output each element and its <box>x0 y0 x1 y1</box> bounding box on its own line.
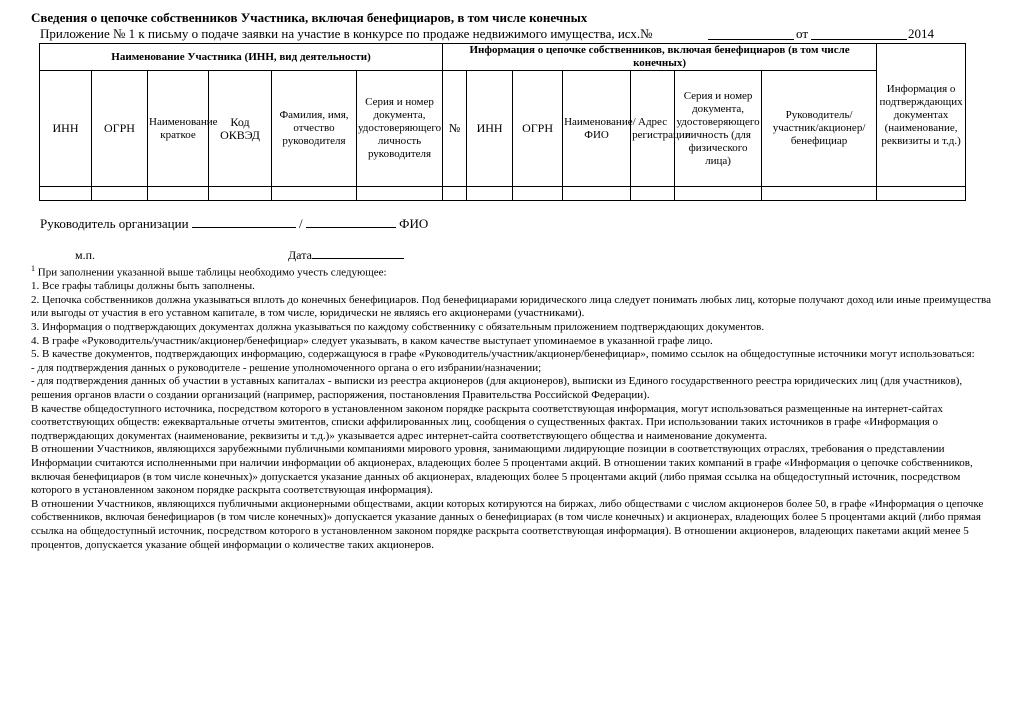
note-public-jsc: В отношении Участников, являющихся публичными акционерными обществами, акции которых котируются на биржах, либо обществами с числом акционеров более 50, в графе «Информация о цепочке собственников, включая бенефициаров (в том числе конечных)» допускается указание данных о бенефициарах (в том числе конечных) и акционерах, владеющих более 5 процентами акций (либо прямая ссылка на общедоступный источник, посредством которого в установленном законом порядке раскрыта соответствующая информация). В отношении акционеров, владеющих пакетами акций менее 5 процентов, допускается указание общей информации о количестве таких акционеров. <box>31 497 984 551</box>
col-header-owner-name: Наименование/ФИО <box>563 71 631 187</box>
empty-cell <box>357 187 443 201</box>
note-4: 4. В графе «Руководитель/участник/акционер/бенефициар» следует указывать, в каком качестве выступает упоминаемое в указанной графе лицо. <box>31 334 713 347</box>
empty-cell <box>92 187 148 201</box>
table-row <box>40 187 966 201</box>
date-line-blank <box>312 248 404 259</box>
signature-head-label: Руководитель организации <box>40 216 189 231</box>
empty-cell <box>40 187 92 201</box>
outgoing-number-blank <box>708 39 794 40</box>
col-header-owner-inn: ИНН <box>467 71 513 187</box>
footnote-marker: 1 <box>31 264 35 273</box>
stamp-place-label: м.п. <box>75 248 96 262</box>
col-header-head-doc: Серия и номер документа, удостоверяющего личность руководителя <box>357 71 443 187</box>
empty-cell <box>563 187 631 201</box>
col-header-role: Руководитель/ участник/акционер/ бенефициар <box>762 71 877 187</box>
empty-cell <box>513 187 563 201</box>
date-label: Дата <box>288 248 312 262</box>
signature-line <box>40 216 428 232</box>
col-header-inn: ИНН <box>40 71 92 187</box>
signature-blank <box>192 216 296 228</box>
name-blank <box>306 216 396 228</box>
empty-cell <box>443 187 467 201</box>
col-header-short-name: Наименование краткое <box>148 71 209 187</box>
document-title: Сведения о цепочке собственников Участника, включая бенефициаров, в том числе конечных <box>31 10 588 25</box>
note-5-item-head: - для подтверждения данных о руководителе - решение уполномоченного органа о его избрании/назначении; <box>31 361 542 374</box>
note-1: 1. Все графы таблицы должны быть заполнены. <box>31 280 255 293</box>
note-5: 5. В качестве документов, подтверждающих информацию, содержащуюся в графе «Руководитель/участник/акционер/бенефициар», помимо ссылок на общедоступные источники могут использоваться: <box>31 348 975 361</box>
col-header-number: № <box>443 71 467 187</box>
subtitle-ot: от <box>796 26 809 41</box>
signature-slash: / <box>299 216 303 231</box>
note-public-source: В качестве общедоступного источника, посредством которого в установленном законом порядке раскрыта соответствующая информация, могут использоваться размещенные на интернет-сайтах соответствующих обществ: ежеквартальные отчеты эмитентов, списки аффилированных лиц, сообщения о существенных фактах. При использовании таких источников в графе «Информация о подтверждающих документах (наименование, реквизиты и т.д.)» указывается адрес интернет-сайта соответствующего общества и наименование документа. <box>31 402 943 442</box>
notes-intro-text: При заполнении указанной выше таблицы необходимо учесть следующее: <box>37 266 387 279</box>
empty-cell <box>272 187 357 201</box>
empty-cell <box>209 187 272 201</box>
empty-cell <box>877 187 966 201</box>
note-5-item-capital: - для подтверждения данных об участии в уставных капиталах - выписки из реестра акционеров (для акционеров), выписки из Единого государственного реестра юридических лиц (для участников), решения органов власти о создании организаций (например, распоряжения, постановления Правительства Российской Федерации). <box>31 375 963 401</box>
notes-intro <box>31 262 997 280</box>
note-2: 2. Цепочка собственников должна указываться вплоть до конечных бенефициаров. Под бенефициарами юридического лица следует понимать любых лиц, которые получают доход или иные преимущества или выгоды от участия в его уставном капитале, в том числе, юридически не являясь его акционерами (участниками). <box>31 293 991 320</box>
empty-cell <box>762 187 877 201</box>
group-header-right: Информация о цепочке собственников, включая бенефициаров (в том числе конечных) <box>443 44 877 71</box>
col-header-owner-ogrn: ОГРН <box>513 71 563 187</box>
col-header-owner-doc: Серия и номер документа, удостоверяющего личность (для физического лица) <box>675 71 762 187</box>
col-header-documents: Информация о подтверждающих документах (наименование, реквизиты и т.д.) <box>877 44 966 187</box>
signature-fio-label: ФИО <box>399 216 429 231</box>
date-blank <box>811 39 907 40</box>
note-3: 3. Информация о подтверждающих документах должна указываться по каждому собственнику с обязательным приложением подтверждающих документов. <box>31 321 765 334</box>
empty-cell <box>467 187 513 201</box>
col-header-address: Адрес регистрации <box>631 71 675 187</box>
col-header-head-name: Фамилия, имя, отчество руководителя <box>272 71 357 187</box>
col-header-ogrn: ОГРН <box>92 71 148 187</box>
document-subtitle: Приложение № 1 к письму о подаче заявки на участие в конкурсе по продаже недвижимого имущества, исх.№ <box>40 26 653 41</box>
subtitle-year: 2014 <box>908 26 934 41</box>
notes-section <box>31 262 997 552</box>
col-header-okved: Код ОКВЭД <box>209 71 272 187</box>
date-line <box>288 248 404 263</box>
group-header-left: Наименование Участника (ИНН, вид деятельности) <box>40 44 443 71</box>
ownership-table <box>39 43 966 201</box>
note-foreign-companies: В отношении Участников, являющихся зарубежными публичными компаниями мирового уровня, занимающими лидирующие позиции в соответствующих отраслях, требования о представлении Информации считаются исполненными при наличии информации об акционерах, владеющих более 5 процентами акций. В отношении таких компаний в графе «Информация о цепочке собственников, включая бенефициаров (в том числе конечных)» допускается указание данных об акционерах, владеющих более 5 процентами акций (либо прямая ссылка на общедоступный источник, посредством которого в установленном законом порядке раскрыта соответствующая информация). <box>31 443 973 497</box>
empty-cell <box>148 187 209 201</box>
empty-cell <box>675 187 762 201</box>
empty-cell <box>631 187 675 201</box>
